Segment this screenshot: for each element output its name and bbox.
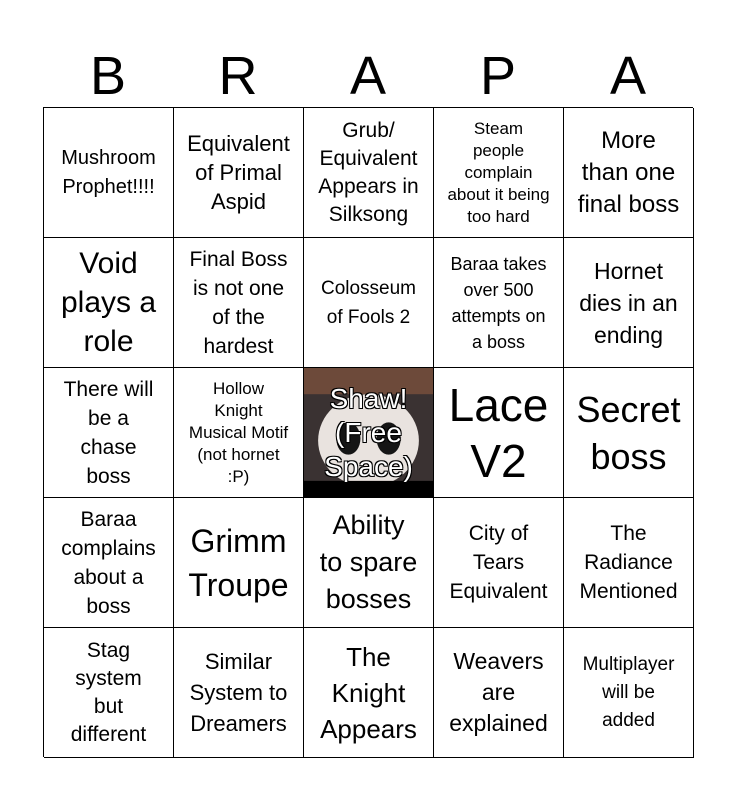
cell-label: The Knight Appears [320, 641, 417, 744]
bingo-cell[interactable] [304, 238, 434, 368]
bingo-cell[interactable] [564, 238, 694, 368]
bingo-cell[interactable] [44, 628, 174, 758]
cell-label: The Radiance Mentioned [579, 522, 678, 603]
bingo-cell[interactable] [44, 368, 174, 498]
cell-label: Ability to spare bosses [319, 510, 418, 614]
cell-label: Hornet dies in an ending [579, 257, 678, 348]
bingo-cell[interactable] [174, 368, 304, 498]
header-letter-r: R [218, 46, 258, 106]
cell-label: Weavers are explained [449, 648, 548, 736]
bingo-cell[interactable] [434, 238, 564, 368]
cell-label: Baraa complains about a boss [61, 507, 156, 618]
free-space-cell[interactable] [304, 368, 434, 498]
bingo-cell[interactable] [174, 108, 304, 238]
cell-label: Final Boss is not one of the hardest [189, 247, 288, 358]
bingo-cell[interactable] [564, 108, 694, 238]
cell-label: Void plays a role [60, 247, 157, 358]
cell-label: Lace V2 [448, 378, 549, 487]
cell-label: More than one final boss [577, 126, 680, 218]
cell-label: City of Tears Equivalent [449, 522, 548, 603]
cell-label: Baraa takes over 500 attempts on a boss [450, 253, 547, 352]
bingo-board [43, 107, 693, 757]
bingo-cell[interactable] [174, 498, 304, 628]
bingo-cell[interactable] [174, 628, 304, 758]
bingo-cell[interactable] [434, 628, 564, 758]
cell-label: Secret boss [576, 388, 681, 477]
bingo-cell[interactable] [44, 238, 174, 368]
cell-label: There will be a chase boss [63, 377, 154, 488]
bingo-header [43, 45, 693, 107]
bingo-cell[interactable] [564, 498, 694, 628]
cell-label: Hollow Knight Musical Motif (not hornet :P) [188, 378, 289, 486]
cell-label: Steam people complain about it being too hard [447, 118, 550, 226]
free-space-label: Shaw! (Free Space) [324, 382, 413, 482]
header-letter-a: A [349, 46, 387, 106]
cell-label: Equivalent of Primal Aspid [187, 131, 290, 214]
bingo-cell[interactable] [564, 628, 694, 758]
bingo-cell[interactable] [564, 368, 694, 498]
header-letter-p: P [479, 46, 517, 106]
cell-label: Colosseum of Fools 2 [320, 277, 417, 328]
cell-label: Grub/ Equivalent Appears in Silksong [318, 118, 419, 226]
bingo-cell[interactable] [44, 108, 174, 238]
bingo-cell[interactable] [44, 498, 174, 628]
cell-label: Multiplayer will be added [582, 653, 675, 731]
bingo-cell[interactable] [434, 368, 564, 498]
bingo-cell[interactable] [174, 238, 304, 368]
cell-label: Stag system but different [70, 638, 147, 746]
header-letter-b: B [89, 46, 127, 106]
cell-label: Mushroom Prophet!!!! [61, 146, 156, 198]
bingo-cell[interactable] [304, 498, 434, 628]
bingo-cell[interactable] [434, 108, 564, 238]
bingo-cell[interactable] [434, 498, 564, 628]
bingo-cell[interactable] [304, 628, 434, 758]
cell-label: Similar System to Dreamers [189, 649, 288, 736]
header-letter-a2: A [609, 46, 647, 106]
bingo-cell[interactable] [304, 108, 434, 238]
cell-label: Grimm Troupe [188, 522, 289, 603]
